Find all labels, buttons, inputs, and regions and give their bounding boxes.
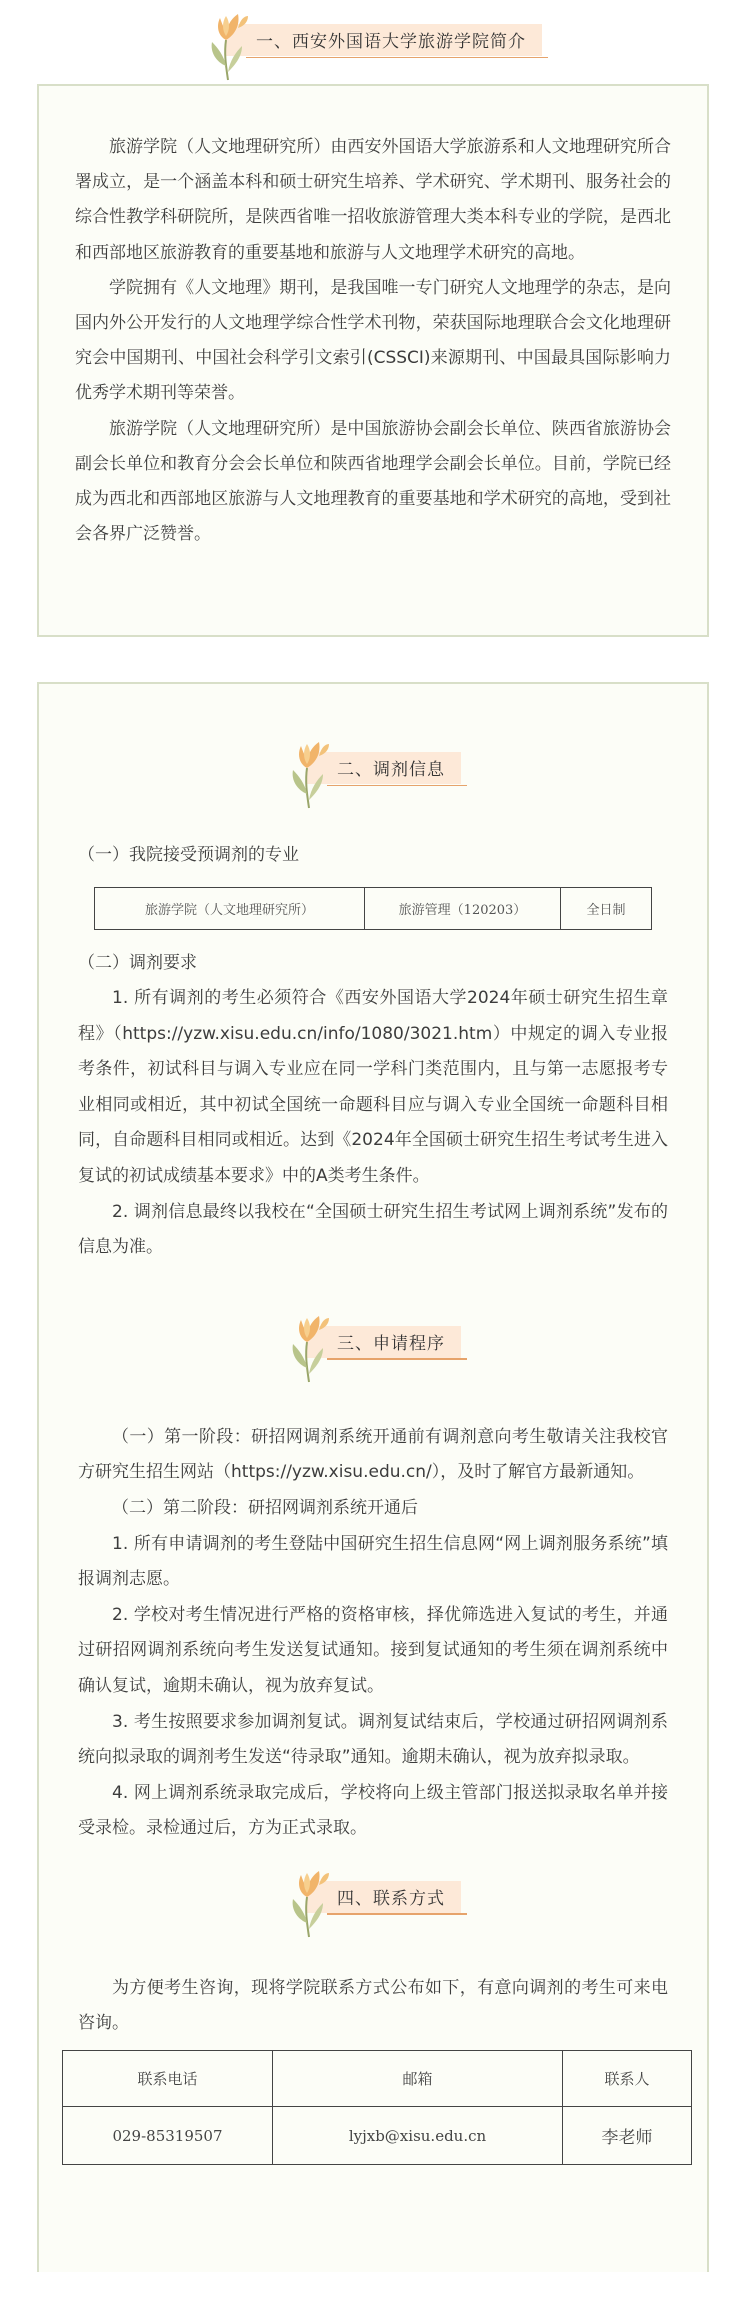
section-title-text: 一、西安外国语大学旅游学院简介 xyxy=(256,32,526,52)
table-row xyxy=(63,2107,692,2165)
procedure-paragraph: 1. 所有申请调剂的考生登陆中国研究生招生信息网“网上调剂服务系统”填报调剂志愿。 xyxy=(78,1533,668,1590)
major-table xyxy=(94,887,652,930)
intro-box xyxy=(37,84,709,637)
section-header-contact xyxy=(62,1861,684,1941)
subheading: （一）我院接受预调剂的专业 xyxy=(78,845,299,865)
procedure-paragraph: （一）第一阶段：研招网调剂系统开通前有调剂意向考生敬请关注我校官方研究生招生网站（https://yzw.xisu.edu.cn/），及时了解官方最新通知。 xyxy=(78,1426,668,1483)
table-header-cell: 联系电话 xyxy=(63,2051,273,2107)
section-title-contact xyxy=(327,1883,461,1919)
contact-person-cell: 李老师 xyxy=(563,2107,692,2165)
table-header-cell: 邮箱 xyxy=(273,2051,563,2107)
email-cell: lyjxb@xisu.edu.cn xyxy=(273,2107,563,2165)
table-header-cell: 联系人 xyxy=(563,2051,692,2107)
contact-table xyxy=(62,2050,692,2165)
section-title-text: 二、调剂信息 xyxy=(337,760,445,780)
procedure-paragraph: （二）第二阶段：研招网调剂系统开通后 xyxy=(112,1497,418,1518)
procedure-paragraph: 3. 考生按照要求参加调剂复试。调剂复试结束后，学校通过研招网调剂系统向拟录取的调剂考生发送“待录取”通知。逾期未确认，视为放弃拟录取。 xyxy=(78,1711,668,1768)
tulip-flower-icon xyxy=(285,734,333,810)
section-header-transfer xyxy=(62,732,684,812)
section-title-intro xyxy=(246,26,542,62)
contact-paragraph: 为方便考生咨询，现将学院联系方式公布如下，有意向调剂的考生可来电咨询。 xyxy=(78,1977,668,2034)
table-cell: 旅游学院（人文地理研究所） xyxy=(95,888,365,930)
intro-paragraph: 旅游学院（人文地理研究所）由西安外国语大学旅游系和人文地理研究所合署成立，是一个涵盖本科和硕士研究生培养、学术研究、学术期刊、服务社会的综合性教学科研院所，是陕西省唯一招收旅游管理大类本科专业的学院，是西北和西部地区旅游教育的重要基地和旅游与人文地理学术研究的高地。 xyxy=(75,137,671,263)
section-header-intro xyxy=(0,12,746,76)
section-title-transfer xyxy=(327,754,461,790)
subheading: （二）调剂要求 xyxy=(78,953,197,973)
tulip-flower-icon xyxy=(204,6,252,82)
procedure-paragraph: 4. 网上调剂系统录取完成后，学校将向上级主管部门报送拟录取名单并接受录检。录检通过后，方为正式录取。 xyxy=(78,1782,668,1839)
transfer-paragraph: 1. 所有调剂的考生必须符合《西安外国语大学2024年硕士研究生招生章程》（https://yzw.xisu.edu.cn/info/1080/3021.htm）中规定的调入专业报考条件，初试科目与调入专业应在同一学科门类范围内，且与第一志愿报考专业相同或相近，其中初试全国统一命题科目应与调入专业全国统一命题科目相同，自命题科目相同或相近。达到《2024年全国硕士研究生招生考试考生进入复试的初试成绩基本要求》中的A类考生条件。 xyxy=(78,988,668,1186)
transfer-paragraph: 2. 调剂信息最终以我校在“全国硕士研究生招生考试网上调剂系统”发布的信息为准。 xyxy=(78,1201,668,1258)
section-header-procedure xyxy=(62,1306,684,1386)
table-row xyxy=(95,888,652,930)
tulip-flower-icon xyxy=(285,1308,333,1384)
procedure-paragraph: 2. 学校对考生情况进行严格的资格审核，择优筛选进入复试的考生，并通过研招网调剂系统向考生发送复试通知。接到复试通知的考生须在调剂系统中确认复试，逾期未确认，视为放弃复试。 xyxy=(78,1604,668,1696)
intro-paragraph: 学院拥有《人文地理》期刊，是我国唯一专门研究人文地理学的杂志，是向国内外公开发行的人文地理学综合性学术刊物，荣获国际地理联合会文化地理研究会中国期刊、中国社会科学引文索引(CSSCI)来源期刊、中国最具国际影响力优秀学术期刊等荣誉。 xyxy=(75,277,671,404)
phone-cell: 029-85319507 xyxy=(63,2107,273,2165)
details-box xyxy=(37,682,709,2272)
table-cell: 旅游管理（120203） xyxy=(365,888,561,930)
section-title-text: 四、联系方式 xyxy=(337,1888,445,1909)
section-title-procedure xyxy=(327,1328,461,1364)
section-title-text: 三、申请程序 xyxy=(337,1333,445,1354)
table-header-row xyxy=(63,2051,692,2107)
tulip-flower-icon xyxy=(285,1863,333,1939)
intro-paragraph: 旅游学院（人文地理研究所）是中国旅游协会副会长单位、陕西省旅游协会副会长单位和教育分会会长单位和陕西省地理学会副会长单位。目前，学院已经成为西北和西部地区旅游与人文地理教育的重要基地和学术研究的高地，受到社会各界广泛赞誉。 xyxy=(75,418,671,545)
table-cell: 全日制 xyxy=(561,888,652,930)
